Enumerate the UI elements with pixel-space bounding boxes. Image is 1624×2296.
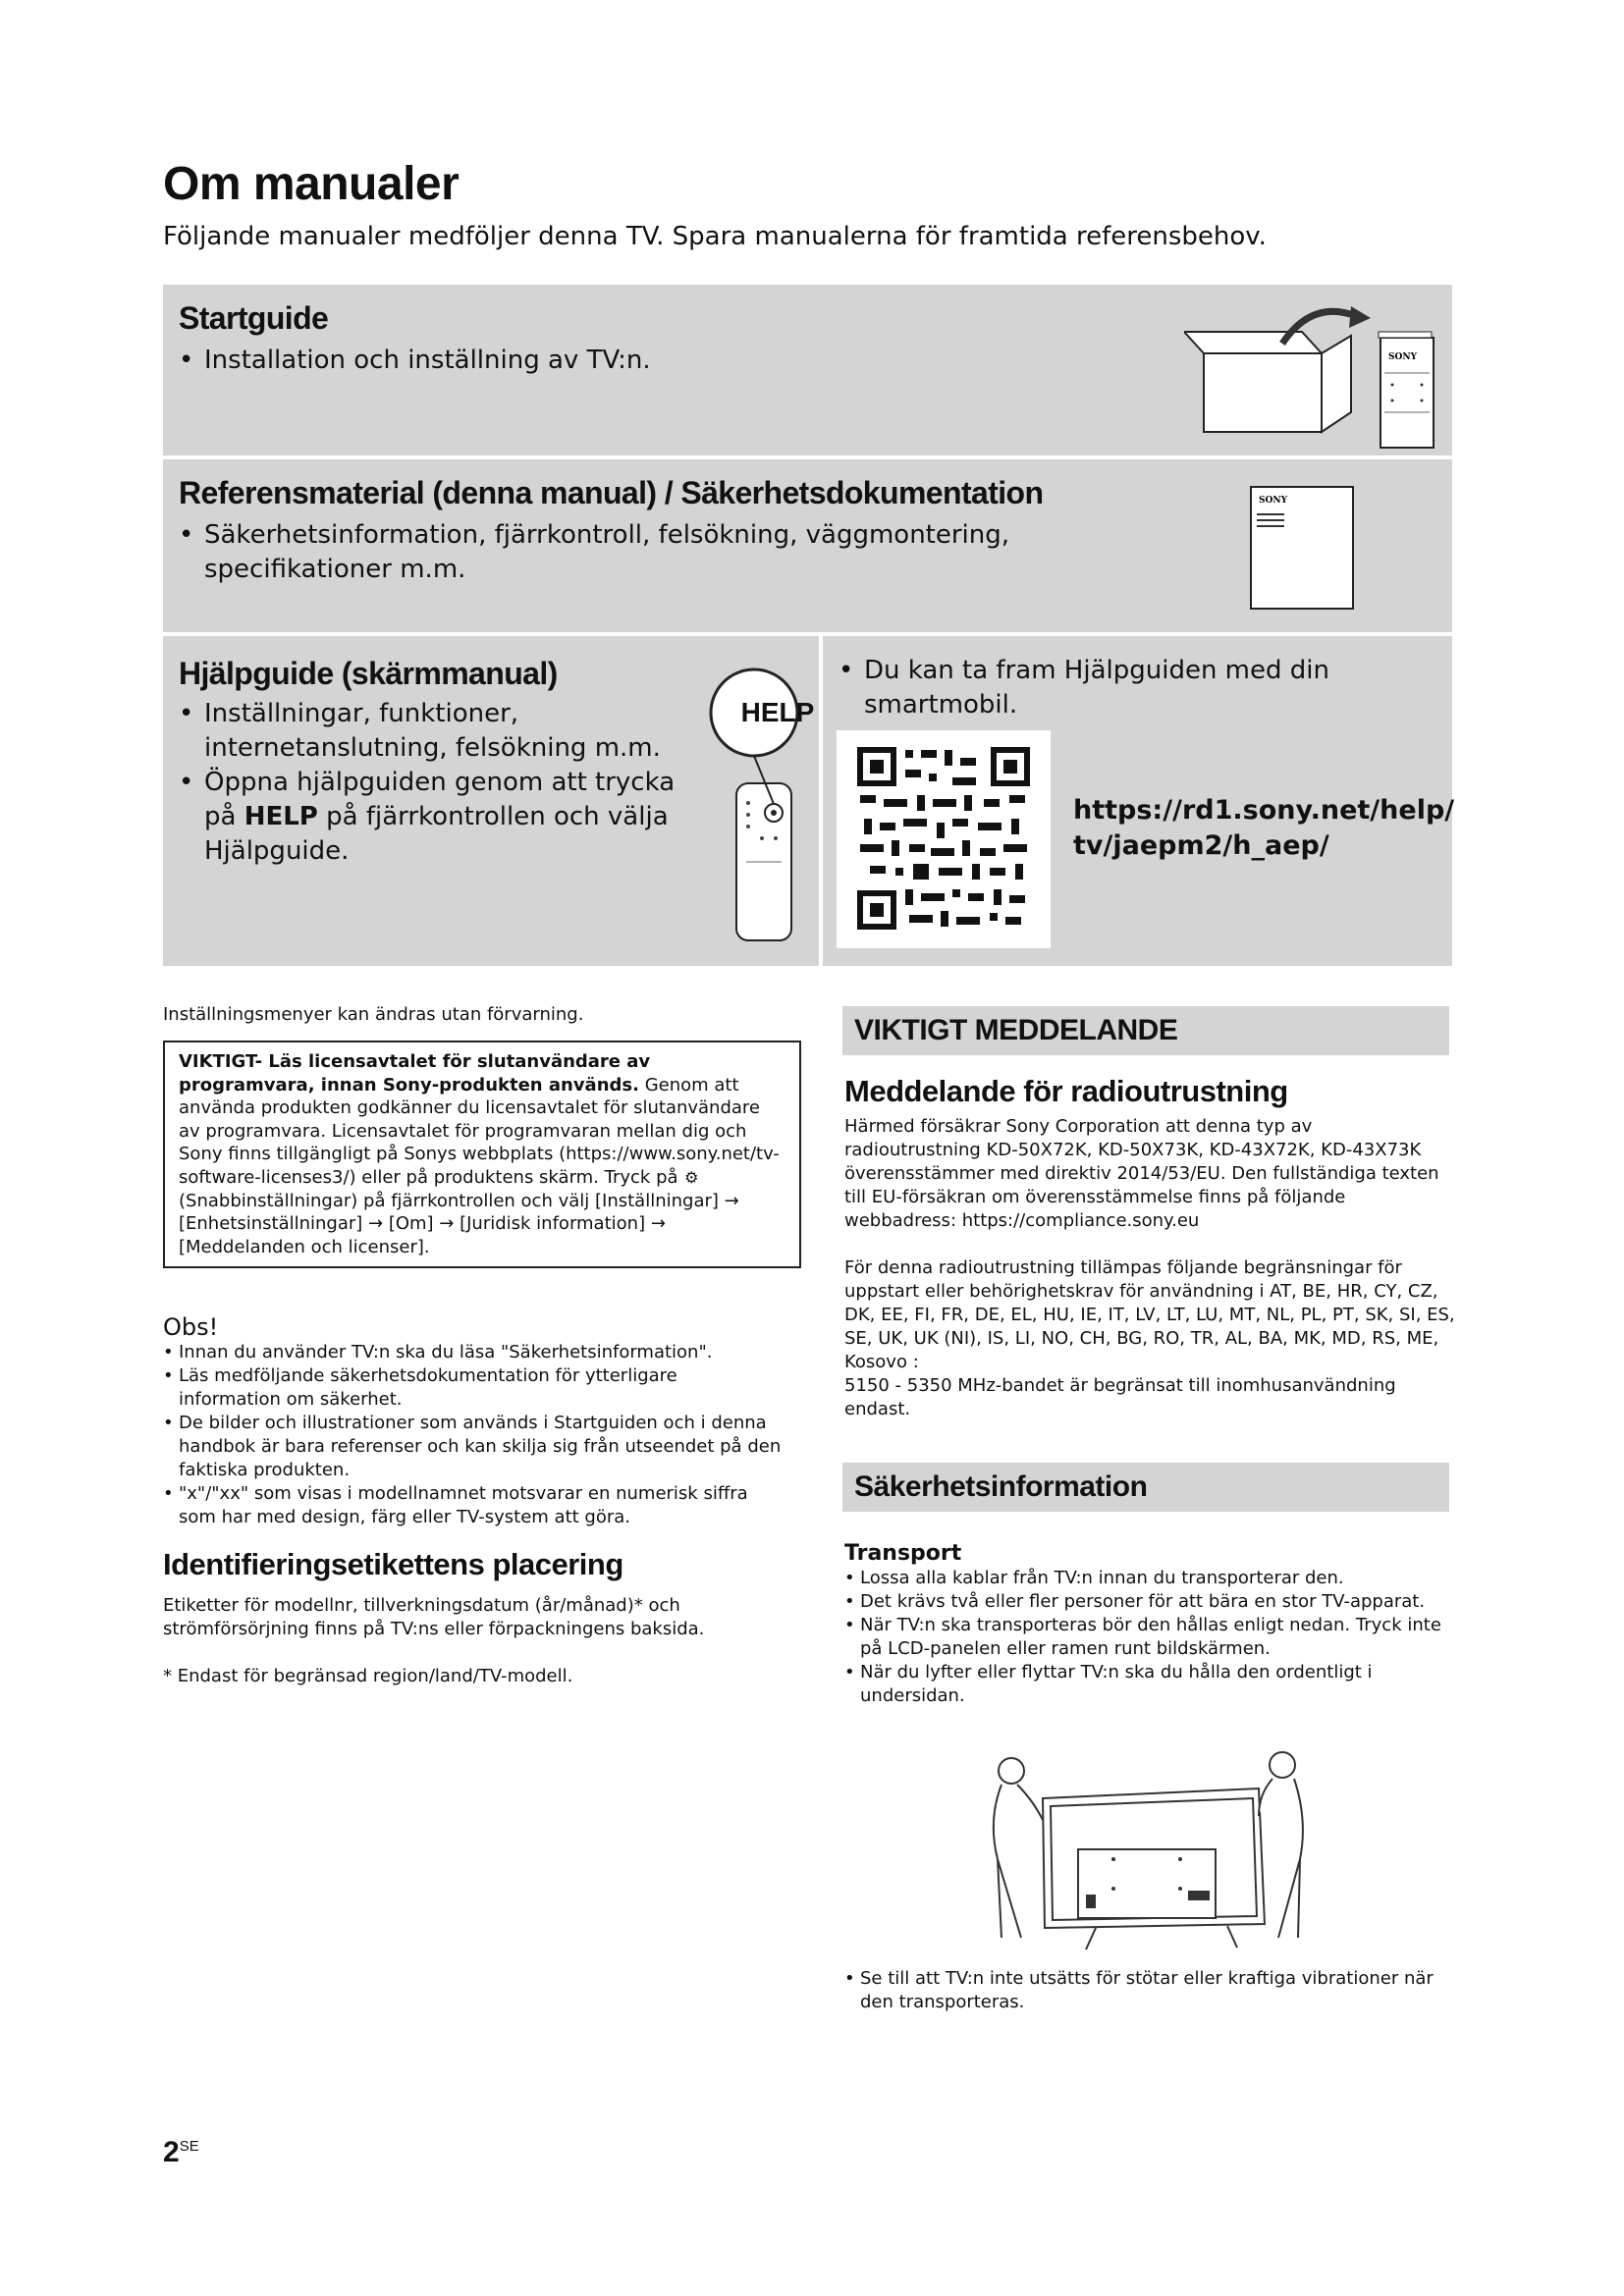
obs-title: Obs! xyxy=(163,1313,219,1341)
list-item: • Se till att TV:n inte utsätts för stötar eller kraftiga vibrationer när den transporteras. xyxy=(844,1967,1453,2014)
helpguide-panel xyxy=(163,636,819,966)
help-badge: HELP xyxy=(740,697,815,727)
radio-notice-p2: För denna radioutrustning tillämpas följande begränsningar för uppstart eller behörighetskrav för användning i AT, BE, HR, CY, CZ, DK, EE, FI, FR, DE, EL, HU, IE, IT, LV, LT, LU, MT, NL, PL, PT, SK, SI, ES, SE, UK, UK (NI), IS, LI, NO, CH, BG, RO, TR, AL, BA, MK, MD, RS, ME, Kosovo : xyxy=(844,1257,1455,1372)
helpguide-title: Hjälpguide (skärmmanual) xyxy=(179,656,558,691)
transport-list-2 xyxy=(844,1967,1453,2014)
license-notice-text: Genom att använda produkten godkänner du licensavtalet för slutanvändare av programvara. Licensavtalet för programvaran mellan dig och Sony finns tillgängligt på Sonys webbplats (https://www.sony.net/tv-software-licenses3/) eller på produktens skärm. Tryck på xyxy=(179,1074,780,1188)
startguide-panel xyxy=(163,285,1452,455)
list-item: • Innan du använder TV:n ska du läsa "Säkerhetsinformation". xyxy=(163,1341,782,1364)
safety-info-bar: Säkerhetsinformation xyxy=(842,1463,1449,1512)
qr-code-graphic xyxy=(837,730,1051,948)
startguide-title: Startguide xyxy=(179,300,329,336)
list-item: • Du kan ta fram Hjälpguiden med din smartmobil. xyxy=(839,654,1428,722)
startguide-list xyxy=(179,344,1161,378)
radio-notice-p1: Härmed försäkrar Sony Corporation att denna typ av radioutrustning KD-50X72K, KD-50X73K, KD-43X72K, KD-43X73K överensstämmer med direktiv 2014/53/EU. Den fullständiga texten till EU-försäkran om överensstämmelse finns på följande webbadress: https://compliance.sony.eu xyxy=(844,1116,1439,1231)
license-notice-box xyxy=(163,1041,801,1268)
list-item: • Öppna hjälpguiden genom att trycka på HELP på fjärrkontrollen och välja Hjälpguide. xyxy=(179,766,689,869)
manual-booklet-icon xyxy=(1249,485,1357,613)
license-notice-bold: VIKTIGT- Läs licensavtalet för slutanvändare av programvara, innan Sony-produkten används. xyxy=(179,1051,651,1095)
list-item: • När TV:n ska transporteras bör den hållas enligt nedan. Tryck inte på LCD-panelen eller ramen runt bildskärmen. xyxy=(844,1614,1453,1661)
list-item: • "x"/"xx" som visas i modellnamnet motsvarar en numerisk siffra som har med design, färg eller TV-system att göra. xyxy=(163,1482,782,1529)
list-item: • Inställningar, funktioner, internetanslutning, felsökning m.m. xyxy=(179,697,689,766)
qr-code[interactable] xyxy=(837,730,1051,948)
list-item: • När du lyfter eller flyttar TV:n ska du hålla den ordentligt i undersidan. xyxy=(844,1661,1453,1708)
tv-carrying-illustration xyxy=(988,1741,1312,1963)
list-item: • Installation och inställning av TV:n. xyxy=(179,344,1161,378)
box-unpacking-icon xyxy=(1184,304,1439,452)
label-placement-text: Etiketter för modellnr, tillverkningsdatum (år/månad)* och strömförsörjning finns på TV:ns eller förpackningens baksida. xyxy=(163,1595,705,1639)
license-notice-text-2: (Snabbinställningar) på fjärrkontrollen och välj [Inställningar] → [Enhetsinställningar] → [Om] → [Juridisk information] → [Meddelanden och licenser]. xyxy=(179,1190,739,1257)
list-item: • Säkerhetsinformation, fjärrkontroll, felsökning, väggmontering, specifikationer m.m. xyxy=(179,518,1023,587)
sony-label-text: SONY xyxy=(1388,352,1417,362)
page-title: Om manualer xyxy=(163,158,460,210)
important-notice-bar: VIKTIGT MEDDELANDE xyxy=(842,1006,1449,1055)
reference-title: Referensmaterial (denna manual) / Säkerhetsdokumentation xyxy=(179,475,1044,510)
footnote: * Endast för begränsad region/land/TV-modell. xyxy=(163,1666,573,1686)
label-placement-title: Identifieringsetikettens placering xyxy=(163,1547,623,1581)
gear-icon: ⚙ xyxy=(684,1167,699,1187)
mobile-list xyxy=(839,654,1428,722)
radio-notice-p3: 5150 - 5350 MHz-bandet är begränsat till inomhusanvändning endast. xyxy=(844,1375,1396,1419)
help-key-label: HELP xyxy=(244,802,318,831)
list-item: • Läs medföljande säkerhetsdokumentation för ytterligare information om säkerhet. xyxy=(163,1364,782,1412)
radio-notice-title: Meddelande för radioutrustning xyxy=(844,1074,1288,1108)
page-subtitle: Följande manualer medföljer denna TV. Spara manualerna för framtida referensbehov. xyxy=(163,222,1267,251)
obs-list xyxy=(163,1341,782,1529)
list-item: • De bilder och illustrationer som används i Startguiden och i denna handbok är bara referenser och kan skilja sig från utseendet på den faktiska produkten. xyxy=(163,1412,782,1482)
list-item: • Lossa alla kablar från TV:n innan du transporterar den. xyxy=(844,1567,1453,1590)
list-item: • Det krävs två eller fler personer för att bära en stor TV-apparat. xyxy=(844,1590,1453,1614)
page-number: $2^{SE}$ xyxy=(163,2136,199,2168)
helpguide-list xyxy=(179,697,689,869)
transport-title: Transport xyxy=(844,1541,962,1566)
transport-list xyxy=(844,1567,1453,1708)
reference-list xyxy=(179,518,1023,587)
reference-panel xyxy=(163,459,1452,632)
sony-label-text: SONY xyxy=(1259,496,1287,506)
settings-note: Inställningsmenyer kan ändras utan förvarning. xyxy=(163,1004,584,1025)
help-url[interactable]: https://rd1.sony.net/help/ tv/jaepm2/h_aep/ xyxy=(1073,795,1455,861)
